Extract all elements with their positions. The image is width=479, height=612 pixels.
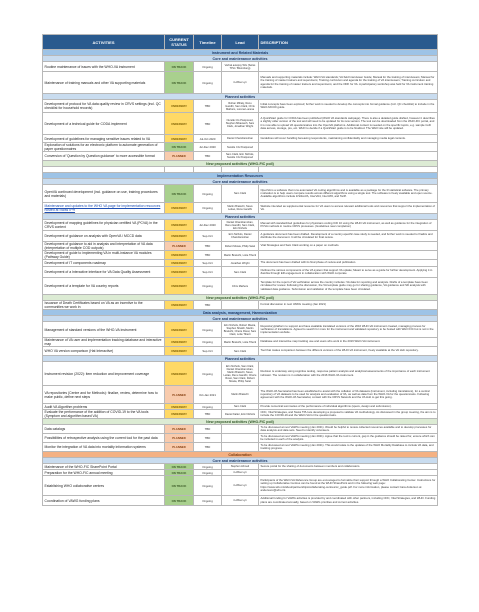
status-badge: UNDERWAY [165,410,194,419]
table-row [43,251,438,260]
table-row [43,72,438,94]
status-badge: ON TRACK [165,464,194,470]
status-badge: UNDERWAY [165,322,194,338]
status-badge: UNDERWAY [165,278,194,295]
table-row [43,476,438,496]
status-header: CURRENT STATUS [165,35,194,50]
description-cell: Participants of the WHO-VA Reference Group are encouraged to formalize their support through a WHO Collaborating Center. Instructions for setting up Collaborative Centres can be found at the WHO SharePoint and in the following web page: https://www.who.int/about/partnerships/collaborating-centres/cc_guide.pdf. For more information, please contact Cara Anderson at andersonc@who.int. [259,476,438,496]
timeline-cell: Ongoing [194,322,222,338]
description-header: DESCRIPTION [259,35,438,50]
timeline-cell: Jul-Dec 2020 [194,220,222,231]
timeline-cell: Jul-Oct 2020 [194,135,222,143]
timeline-cell: TBD [194,434,222,443]
activity-cell: Development of mapping guidelines for physician certified VA (PCVA) in the CRVS context [43,220,165,231]
status-badge: UNDERWAY [165,301,194,310]
activity-cell: Conversion of 'Question by Question guidance' to more accessible format [43,152,165,161]
section-title: Collaboration [43,452,438,458]
lead-cell: Erin Nichols, Daniel Chandramohan [222,231,259,242]
description-cell [259,143,438,152]
description-cell: Outlines the various components of the VA system that support VA uptake; Meant to serve as a guide for further development. Applying it in Zambia through ER engagement in collaboration with WHO corporate [259,267,438,278]
description-cell: Secure portal for the sharing of documents between members and collaborators. [259,464,438,470]
timeline-cell: Ongoing [194,338,222,347]
section-title: Planned activities [43,94,438,100]
timeline-cell: Ongoing [194,278,222,295]
section-title: Implementation Resources [43,173,438,179]
table-row [43,362,438,386]
table-row [43,278,438,295]
table-row [43,113,438,135]
table-row [43,434,438,443]
timeline-cell: Ongoing [194,62,222,72]
status-badge: ON TRACK [165,185,194,203]
section-title: Instrument and Related Materials [43,50,438,56]
status-badge: UNDERWAY [165,260,194,267]
section-title: New proposed activities (WHO-FIC poll) [43,295,438,301]
lead-cell: Martin Bratschi, Steve Leitao, Renu Gandhi [222,203,259,214]
section-title: New proposed activities (WHO-FIC poll) [43,419,438,425]
activity-cell: Development of guide to implementing VA in multi-instance VA modules (Pathway Guide) [43,251,165,260]
table-row [43,267,438,278]
status-badge: UNDERWAY [165,251,194,260]
table-row [43,347,438,356]
lead-cell: in-Wise Lyn [222,470,259,476]
timeline-cell: TBD [194,251,222,260]
lead-cell: in-Wise Lyn [222,476,259,496]
timeline-cell: Ongoing [194,404,222,410]
description-cell: Database and interactive map tracking use and users who work in the 2016 WHO-VA instrument. [259,338,438,347]
lead-cell: Nurelle CG Postponed, Stephen Mbaowoh, Sam Clark, Jonathan Wright [222,113,259,135]
lead-cell [222,443,259,452]
table-row [43,62,438,72]
table-row [43,338,438,347]
activity-cell: Evaluate the performance of the addition of COVID-19 to the VA tools (Symptom and algorithm based VA) [43,410,165,419]
activity-cell: Maintenance of training manuals and other VA supporting materials [43,72,165,94]
status-badge: UNDERWAY [165,203,194,214]
lead-cell: Sam Clark, Erin Nichols, Nurelle CG Postponed [222,152,259,161]
description-cell [259,251,438,260]
status-badge: ON TRACK [165,470,194,476]
description-cell [259,62,438,72]
status-badge: UNDERWAY [165,267,194,278]
description-cell: Initial concepts have been explored; further work is needed to develop the concepts into formal guidance (incl. QC checklist) to include in the WHO-MCCD guide. [259,100,438,113]
description-cell: To be discussed at next VAWG meeting (Jan 2021). Agree that the tool is current, gap in the guidance should be raised for, ensure which can be included in each of the analysis. [259,434,438,443]
lead-cell: Erin Nichols, Sam Clark, Daniel Chandramohan, Martin Bratschi, Steve Leitao, Renu Gandhi, Cherie Rossi, Sam Clark, Robert Mswia, Philip Setel [222,362,259,386]
timeline-cell: TBD [194,443,222,452]
table-row [43,443,438,452]
lead-cell [222,301,259,310]
timeline-cell: Sep-Oct [194,347,222,356]
activity-cell: Development of a template for VA country reports [43,278,165,295]
activity-cell: Management of standard versions of the WHO-VA instrument [43,322,165,338]
activity-cell: Development of IT components roadmap [43,260,165,267]
status-badge: PLANNED [165,152,194,161]
header-row [43,35,438,50]
activity-cell: Development of protocol for VA data quality review in CRVS settings (incl. QC checklist for household records) [43,100,165,113]
timeline-cell: Sep-Oct [194,260,222,267]
table-row [43,425,438,434]
description-cell: Repository/platform to support and have available translated versions of the 2016 WHO-VA instrument created, managing process for verification of translations. Agreed to search for more for the instrument and validated repository to be hosted with WHO FIC but is not in the implementation website. [259,322,438,338]
lead-cell [222,434,259,443]
status-badge: PLANNED [165,386,194,404]
description-cell: CDC, Vital Strategies, and Swiss TPH are developing a proposal to validate VA methodology. As discussed in the group meeting, the aim is to include the COVID-19 and the WHO-VA for the questionnaire. [260,409,436,417]
lead-cell: Erin Nichols, Robert Mswia, Stephen Sheikh, Martin Bratschi, Cherie Rossi, Sam Clark, Lotte Tiberti [222,322,259,338]
timeline-cell: TBD [194,113,222,135]
description-cell: Revision is underway using cognitive testing, response pattern analysis and analytical assessments of the importance of each instrument indicator. The revision is in collaboration with the 2016 WHO-VA instrument. [259,362,438,386]
table-body [43,50,438,506]
status-badge: UNDERWAY [165,113,194,135]
description-cell: Provide numerical summaries of the performance of individual algorithms (specs, design and submission). [259,404,438,410]
section-title: Core and maintenance activities [43,56,438,62]
description-cell: Vital Strategies and Sam Clark working on a paper on methods. [259,242,438,251]
timeline-header: Timeline [194,35,222,50]
lead-cell: Sam Clark [222,267,259,278]
table-row [43,152,438,161]
table-row [43,100,438,113]
activity-cell: Development of guidelines for managing sensitive issues related to VA [43,135,165,143]
timeline-cell: Sep-Oct [194,267,222,278]
description-cell: Manual with standardized guidelines for physicians coding ICD 10 using the WHO-VA instrument, as well as guidance for the integration of PCVA methods in routine CRVS processes. (Guidelines near completion) [259,220,438,231]
lead-cell: Rohan Mihaly, Renu Gandhi, Sam Clark, Chris Mathers, Lorena Lucena [222,100,259,113]
description-cell: To be discussed at next VAWG meeting (Jan 2021). This would relate to the updates of the WHO Mortality Database to include VA data, and tracking progress. [259,443,438,452]
lead-cell: in-Wise Lyn [222,496,259,506]
activity-cell: Instrument revision (2022): item reduction and improvement coverage [43,362,165,386]
activity-cell: VA repositories (Centre and for Methods): finalize, review, determine how to make public, define next steps [43,386,165,404]
description-cell: Website intended as supplemental resource for VA users to access relevant additional tools and resources that support the implementation of VA. [259,203,438,214]
timeline-cell: Ongoing [194,464,222,470]
lead-cell: Daniel Kalter, Erin Nichols [222,410,259,419]
status-badge: UNDERWAY [165,135,194,143]
timeline-cell: TBD [194,425,222,434]
activity-cell: Maintenance of the WHO-FIC SharePoint Portal [43,464,165,470]
table-row [43,322,438,338]
section-title: Planned activities [43,356,438,362]
timeline-cell: Ongoing [194,203,222,214]
status-badge: PLANNED [165,434,194,443]
status-badge: ON TRACK [165,496,194,506]
lead-cell: Sam Clark [222,404,259,410]
timeline-cell: TBD [194,152,222,161]
description-cell: Template for the report of VA verification across the country includes: VA data for reporting and analysis. Drafts of a template have been circulated for review. Following the discussion, the VA template guide may go for sharing guidance, VA guidance and SD analysis with validated data guidance. Submission and validation of the template have been circulated. [259,278,438,295]
description-cell [259,152,438,161]
description-cell: Guidelines will cover handling bereaving respondents, maintaining confidentiality and managing media legal contexts. [259,135,438,143]
section-title: Core and maintenance activities [43,179,438,185]
section-title: Core and maintenance activities [43,458,438,464]
description-cell: Additional funding for VAWG activities is provided by and coordinated with other partners, including CDC, Vital Strategies, and WHO. Funding plans are coordinated annually, based on VAWG priorities and current activities. [259,496,438,506]
timeline-cell: TBD [194,242,222,251]
activity-cell: Monitor the integration of VA data into mortality information systems [43,443,165,452]
lead-header: Lead [222,35,259,50]
activity-cell: Possibilities of retrospective analysis using the current tool for the past data [43,434,165,443]
status-badge: PLANNED [165,443,194,452]
status-badge: ON TRACK [165,476,194,496]
status-badge: PLANNED [165,425,194,434]
lead-cell: Daniel Chandramohan [222,135,259,143]
description-cell: Tool that makes comparison between the different versions of the WHO-VA instrument, freely available at the VA Hub repository. [259,347,438,356]
lead-cell: Nurelle CG Postponed [222,143,259,152]
lead-cell: in-Wise Lyn [222,72,259,94]
lead-cell: Stephen Ahmed [222,464,259,470]
timeline-cell: Ongoing [194,470,222,476]
description-cell: A guidance document has been drafted. Development of a country-specific case study is needed, and further work is needed to finalize and distribute the document. It will be circulated for final review. [259,231,438,242]
table-row [43,260,438,267]
description-cell: The WHO-VA Secretariat has been established to assist with the collation of VA datasets (instrument, including translations), for a central repository of VA datasets to be used for analysis and evaluation of VA, as well as data from the WHO-VA for the questionnaire. Following agreement with the WHO-VA Secretariat, contact with the CRVS Network and the VA Hub to get this going. [259,386,438,404]
activity-cell: Development of guidance to aid in analysis and interpretation of VA data (interpretation of multiple COD outputs) [43,242,165,251]
table-row [43,203,438,214]
table-row [43,135,438,143]
lead-cell: Martin Bratschi, Lotte Tiberti [222,338,259,347]
activity-cell: Maintenance of VA user and implementation tracking database and interactive map [43,338,165,347]
lead-cell: Martin Bratschi [222,386,259,404]
timeline-cell: Ongoing [194,362,222,386]
section-title: Data analysis, management, Harmonization [43,310,438,316]
table-row [43,220,438,231]
section-title: Core and maintenance activities [43,316,438,322]
description-cell: The document has been drafted with its final phase of review and publication. [259,260,438,267]
activity-cell: Coordination of VAWG funding plans [43,496,165,506]
lead-cell: Jonathan Wright [222,260,259,267]
timeline-cell: Jul-Dec 2020 [194,143,222,152]
status-badge: UNDERWAY [165,338,194,347]
timeline-cell: Ongoing [194,496,222,506]
status-badge: UNDERWAY [165,362,194,386]
lead-cell: Martin Bratschi, Lotte Tiberti [222,251,259,260]
status-badge: UNDERWAY [165,347,194,356]
status-badge: UNDERWAY [165,404,194,410]
status-badge: PLANNED [165,242,194,251]
activities-table [42,34,438,506]
status-badge: UNDERWAY [165,220,194,231]
lead-cell: Sam Clark [222,347,259,356]
timeline-cell: TBD [194,100,222,113]
section-title: Planned activities [43,214,438,220]
lead-cell: Robert Mswia, Philip Setel [222,242,259,251]
activity-cell: Data catalogs [43,425,165,434]
lead-cell: Daniel Chandramohan, Renu Gandhi, Sam Clark, Erin Nichols [222,220,259,231]
description-cell: To be discussed at next VAWG meeting (Jan 2021). Would be helpful to review collected resources available and to develop processes for data analysis and data sets. Need to identify volunteers. [259,425,438,434]
table-row [43,185,438,203]
activity-cell: Routine maintenance of issues with the WHO-VA instrument [43,62,165,72]
lead-cell: Sam Clark [222,185,259,203]
timeline-cell: Oct-Jan 2021 [194,386,222,404]
table-row [43,231,438,242]
activity-cell: Issuance of Death Certificates based on VA as an incentive to the communities we work in [43,301,165,310]
activity-cell: Audit VA Algorithm problems [43,404,165,410]
table-row [43,242,438,251]
activity-cell: Development of guidance on analysis with OpenVA / MCCD data [43,231,165,242]
activities-header: ACTIVITIES [43,35,165,50]
table-row [43,301,438,310]
timeline-cell: Sep-Oct [194,231,222,242]
status-badge: ON TRACK [165,62,194,72]
status-badge: ON TRACK [165,143,194,152]
description-cell: Formal discussion in next VAWG meeting (Jan 2021) [259,301,438,310]
activity-cell: Preparation for the WHO-FIC annual meeting [43,470,165,476]
lead-cell: Chris Mathers [222,278,259,295]
lead-cell: Verbal autopsy WG (Swiss TPH / Bloomberg) [222,62,259,72]
timeline-cell: TBD [194,301,222,310]
activity-cell: Establishing WHO collaborative centres [43,476,165,496]
description-cell: A QuickStart guide for CODA has been published (WHO VA standards webpage). There is also a detailed guide drafted, however it describes a slightly older version of the tool and will need to be updated for its new version. The tool can be downloaded from the WHO-FIC portal, and it is now able to upload VA questionnaires into the OpenVA platforms. Additional content is needed on the specific topics, e.g. sample CoD data access, storage, pre, etc. WHO to decide if a QuickStart guide is to be finalized. The WHO site will be updated. [259,113,438,135]
timeline-cell: Ongoing [194,476,222,496]
activity-cell: Exploration of solutions for an electronic platform to automate generation of paper questionnaires [43,143,165,152]
table-row [43,410,438,419]
description-cell: Manuals and supporting materials include: WHO-VA standards; VA field Interviewer Guide; Manual for the training of interviewers; Manual for the training of master trainers and supervisors; Training curriculum and agenda for the training of VA interviewers; Training curriculum and agenda for the training of master trainers and supervisors; and the ODK for VA. A participatory workshop was held for VA instrument training materials. [259,72,438,94]
activity-cell: Development of a Interactive interface for VA Data Quality Assessment [43,267,165,278]
status-badge: UNDERWAY [165,231,194,242]
lead-cell [222,425,259,434]
timeline-cell: TBD [194,410,222,419]
activity-cell: Development of a technical guide for CODA implement [43,113,165,135]
activity-link[interactable]: Maintenance and updates to the WHO VA page for implementation resources hosted at SwissTPH [43,203,165,214]
table-row [43,496,438,506]
timeline-cell: Ongoing [194,185,222,203]
document-page [42,34,437,506]
description-cell: OpenVA is a software that runs automated VA coding algorithms and is available as a package for the R statistical software. The primary motivation is to help users compare results across different algorithms using a single tool. The software is freely available and open source. Available algorithms include InSilicoVA, InterVA4, InterVA5, and Tariff. [259,185,438,203]
timeline-cell: Ongoing [194,72,222,94]
status-badge: UNDERWAY [165,100,194,113]
activity-cell: WHO VA version comparison (Hat Interactive) [43,347,165,356]
status-badge: ON TRACK [165,72,194,94]
table-row [43,143,438,152]
activity-cell: OpenVA continued development (incl. guidance on use, training procedures and materials) [43,185,165,203]
section-title: New proposed activities (WHO-FIC poll) [43,161,438,167]
table-row [43,386,438,404]
